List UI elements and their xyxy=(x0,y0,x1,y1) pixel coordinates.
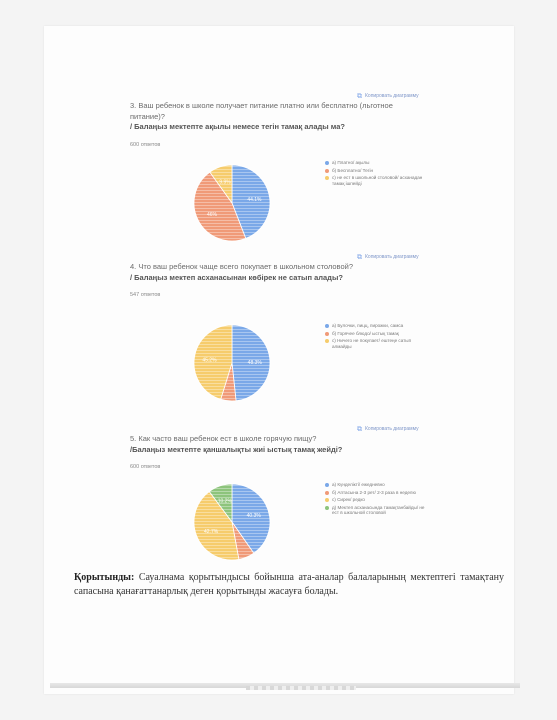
legend-label: а) Булочки, пицц, пирожки, самса xyxy=(332,323,404,328)
copy-icon: ⧉ xyxy=(357,93,362,100)
legend-label: с) Сирек/ редко xyxy=(332,497,365,503)
pie-chart-q5 xyxy=(192,482,272,562)
legend-item xyxy=(325,168,425,174)
legend-item xyxy=(325,338,425,349)
copy-chart-label: Копировать диаграмму xyxy=(365,426,419,432)
copy-chart-link[interactable] xyxy=(357,93,419,101)
scan-artifact xyxy=(246,686,356,690)
legend-q4 xyxy=(325,323,425,351)
legend-swatch xyxy=(325,332,329,336)
pie-svg xyxy=(192,482,272,562)
question-3 xyxy=(130,93,419,148)
legend-swatch xyxy=(325,498,329,502)
legend-swatch xyxy=(325,169,329,173)
legend-item xyxy=(325,482,425,488)
legend-label: б) Аптасына 2-3 рет/ 2-3 раза в неделю xyxy=(332,489,416,495)
copy-chart-link[interactable] xyxy=(357,426,419,434)
pie-chart-q4 xyxy=(192,323,272,403)
pie-svg xyxy=(192,163,272,243)
conclusion-text: Сауалнама қорытындысы бойынша ата-аналар балаларының мектептегі тамақтану сапасына қанағаттанарлық деген қорытынды жасауға болады. xyxy=(74,572,504,597)
copy-chart-label: Копировать диаграмму xyxy=(365,254,419,260)
legend-label: а) Күнделікті/ ежедневно xyxy=(332,482,385,487)
legend-item xyxy=(325,497,425,503)
scan-stripes-overlay xyxy=(194,325,270,401)
scan-stripes-overlay xyxy=(194,484,270,560)
legend-label: б) Горячее блюдо/ ыстық тамақ xyxy=(332,330,399,336)
question-4-title-kz: / Балаңыз мектеп асханасынан көбірек не сатып алады? xyxy=(130,272,343,282)
legend-swatch xyxy=(325,176,329,180)
copy-chart-link[interactable] xyxy=(357,254,419,262)
question-4-response-count: 547 ответов xyxy=(130,292,161,298)
question-5-title-ru: 5. Как часто ваш ребенок ест в школе горячую пищу? xyxy=(130,434,317,443)
question-5 xyxy=(130,426,419,470)
legend-item xyxy=(325,175,425,186)
pie-chart-q3 xyxy=(192,163,272,243)
conclusion-lead: Қорытынды: xyxy=(74,572,135,583)
question-5-title-kz: /Балаңыз мектепте қаншалықты жиі ыстық тамақ жейді? xyxy=(130,444,343,454)
copy-icon: ⧉ xyxy=(357,426,362,433)
legend-item xyxy=(325,331,425,337)
legend-q5 xyxy=(325,482,425,518)
legend-swatch xyxy=(325,339,329,343)
question-4 xyxy=(130,254,419,298)
scan-stripes-overlay xyxy=(194,165,270,241)
question-3-response-count: 600 ответов xyxy=(130,141,161,148)
legend-swatch xyxy=(325,483,329,487)
legend-q3 xyxy=(325,160,425,188)
legend-label: с) Ничего не покупает/ ештеңе сатып алмайды xyxy=(332,338,412,349)
question-4-title-ru: 4. Что ваш ребенок чаще всего покупает в школьном столовой? xyxy=(130,262,353,271)
legend-item xyxy=(325,160,425,166)
question-5-response-count: 600 ответов xyxy=(130,464,161,470)
legend-label: б) Бесплатно/ Тегін xyxy=(332,167,374,173)
legend-item xyxy=(325,323,425,329)
question-3-title-ru: 3. Ваш ребенок в школе получает питание платно или бесплатно (льготное питание)? xyxy=(130,101,393,121)
legend-swatch xyxy=(325,491,329,495)
legend-swatch xyxy=(325,506,329,510)
legend-label: с) не ест в школьной столовой/ асханадан тамақ ішпейді xyxy=(332,175,423,186)
copy-chart-label: Копировать диаграмму xyxy=(365,93,419,99)
conclusion-paragraph xyxy=(74,571,504,599)
pie-svg xyxy=(192,323,272,403)
legend-item xyxy=(325,505,425,516)
legend-label: д) Мектеп асханасында тамақтанбайды/ не ест в школьной столовой xyxy=(332,504,425,516)
question-3-title-kz: / Балаңыз мектепте ақылы немесе тегін тамақ алады ма? xyxy=(130,122,345,131)
legend-item xyxy=(325,490,425,496)
legend-swatch xyxy=(325,324,329,328)
legend-swatch xyxy=(325,161,329,165)
legend-label: а) Платно/ ақылы xyxy=(332,160,370,165)
copy-icon: ⧉ xyxy=(357,254,362,261)
